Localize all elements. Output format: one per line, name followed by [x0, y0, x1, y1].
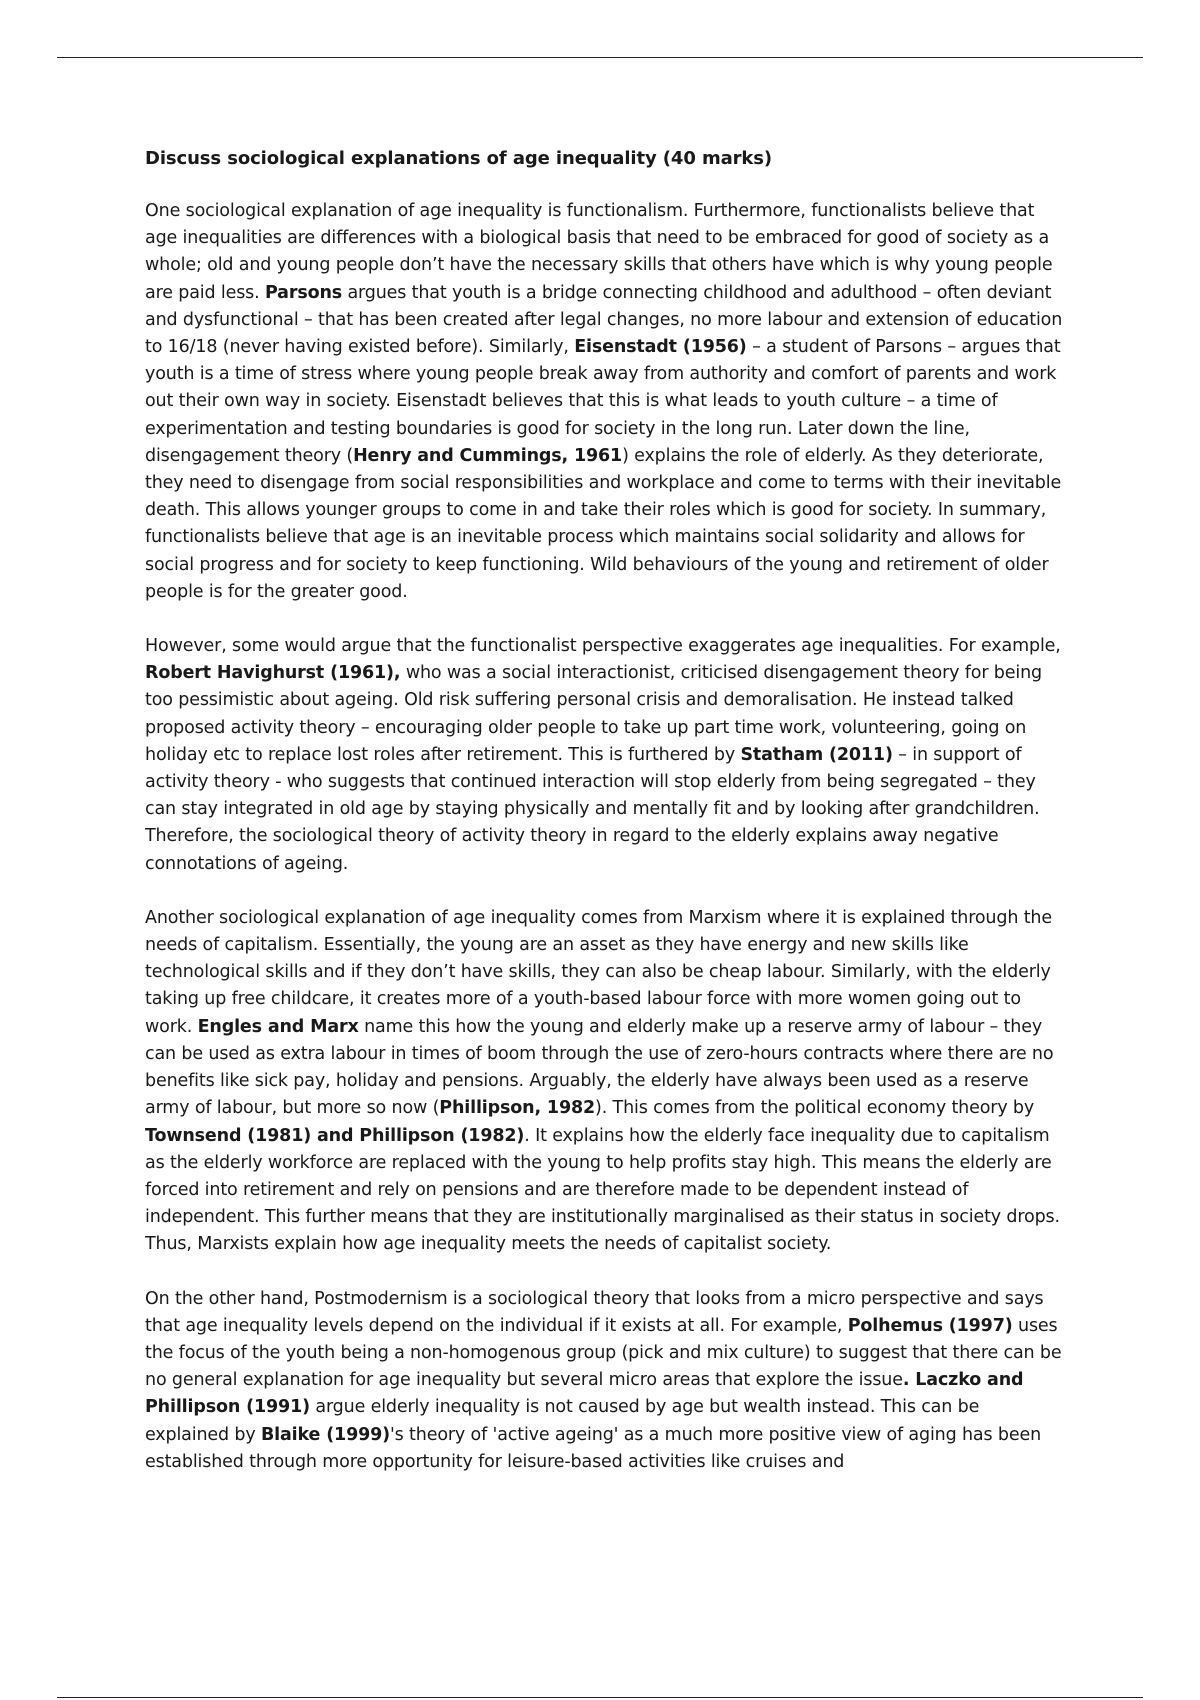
body-text: . It explains how the elderly face inequality due to capitalism as the elderly workforce are replaced with the young to help profits stay high. This means the elderly are forced into retirement and rely on pensions and are therefore made to be dependent instead of independent. This further means that they are institutionally marginalised as their status in society drops. Thus, Marxists explain how age inequality meets the needs of capitalist society.: [145, 1125, 1060, 1255]
body-text: However, some would argue that the functionalist perspective exaggerates age inequalities. For example,: [145, 636, 1061, 657]
paragraph-functionalism: [145, 198, 1065, 606]
body-text: On the other hand, Postmodernism is a sociological theory that looks from a micro perspective and says that age inequality levels depend on the individual if it exists at all. For example,: [145, 1288, 1044, 1336]
body-text: argue elderly inequality is not caused by age but wealth instead. This can be explained by: [145, 1397, 980, 1445]
body-text: name this how the young and elderly make up a reserve army of labour – they can be used as extra labour in times of boom through the use of zero-hours contracts where there are no benefits like sick pay, holiday and pensions. Arguably, the elderly have always been used as a reserve army of labour, but more so now (: [145, 1016, 1054, 1119]
body-text: – a student of Parsons – argues that youth is a time of stress where young people break away from authority and comfort of parents and work out their own way in society. Eisenstadt believes that this is what leads to youth culture – a time of experimentation and testing boundaries is good for society in the long run. Later down the line, disengagement theory (: [145, 337, 1061, 466]
body-text: ) explains the role of elderly. As they deteriorate, they need to disengage from social responsibilities and workplace and come to terms with their inevitable death. This allows younger groups to come in and take their roles which is good for society. In summary, functionalists believe that age is an inevitable process which maintains social solidarity and allows for social progress and for society to keep functioning. Wild behaviours of the young and retirement of older people is for the greater good.: [145, 445, 1062, 602]
body-text: One sociological explanation of age inequality is functionalism. Furthermore, functionalists believe that age inequalities are differences with a biological basis that need to be embraced for good of society as a whole; old and young people don’t have the necessary skills that others have which is why young people are paid less.: [145, 201, 1053, 303]
body-text: who was a social interactionist, criticised disengagement theory for being too pessimistic about ageing. Old risk suffering personal crisis and demoralisation. He instead talked proposed activity theory – encouraging older people to take up part time work, volunteering, going on holiday etc to replace lost roles after retirement. This is furthered by: [145, 663, 1042, 765]
document-page: [145, 145, 1065, 1503]
body-text: 's theory of 'active ageing' as a much more positive view of aging has been established through more opportunity for leisure-based activities like cruises and: [145, 1424, 1042, 1472]
citation-text: Polhemus (1997): [847, 1315, 1013, 1336]
citation-text: . Laczko and Phillipson (1991): [145, 1370, 1024, 1418]
paragraph-postmodernism: [145, 1286, 1065, 1476]
citation-text: Henry and Cummings, 1961: [353, 445, 623, 466]
citation-text: Engles and Marx: [197, 1016, 359, 1037]
body-text: ). This comes from the political economy theory by: [595, 1098, 1035, 1119]
essay-body: [145, 198, 1065, 1476]
citation-text: Parsons: [264, 282, 343, 303]
citation-text: Eisenstadt (1956): [574, 337, 747, 358]
citation-text: Blaike (1999): [260, 1424, 391, 1445]
body-text: argues that youth is a bridge connecting childhood and adulthood – often deviant and dysfunctional – that has been created after legal changes, no more labour and extension of education to 16/18 (never having existed before). Similarly,: [145, 282, 1063, 358]
header-rule: [57, 57, 1143, 58]
citation-text: Robert Havighurst (1961),: [145, 663, 401, 684]
paragraph-marxism: [145, 905, 1065, 1259]
footer-rule: [57, 1697, 1143, 1698]
citation-text: Phillipson, 1982: [439, 1098, 596, 1119]
citation-text: Statham (2011): [740, 744, 893, 765]
body-text: uses the focus of the youth being a non-homogenous group (pick and mix culture) to suggest that there can be no general explanation for age inequality but several micro areas that explore the issue: [145, 1315, 1062, 1391]
essay-title: Discuss sociological explanations of age inequality (40 marks): [145, 148, 773, 169]
paragraph-activity-theory: [145, 633, 1065, 878]
body-text: Another sociological explanation of age inequality comes from Marxism where it is explained through the needs of capitalism. Essentially, the young are an asset as they have energy and new skills like technological skills and if they don’t have skills, they can also be cheap labour. Similarly, with the elderly taking up free childcare, it creates more of a youth-based labour force with more women going out to work.: [145, 907, 1052, 1037]
body-text: – in support of activity theory - who suggests that continued interaction will stop elderly from being segregated – they can stay integrated in old age by staying physically and mentally fit and by looking after grandchildren. Therefore, the sociological theory of activity theory in regard to the elderly explains away negative connotations of ageing.: [145, 744, 1040, 874]
citation-text: Townsend (1981) and Phillipson (1982): [145, 1125, 525, 1146]
